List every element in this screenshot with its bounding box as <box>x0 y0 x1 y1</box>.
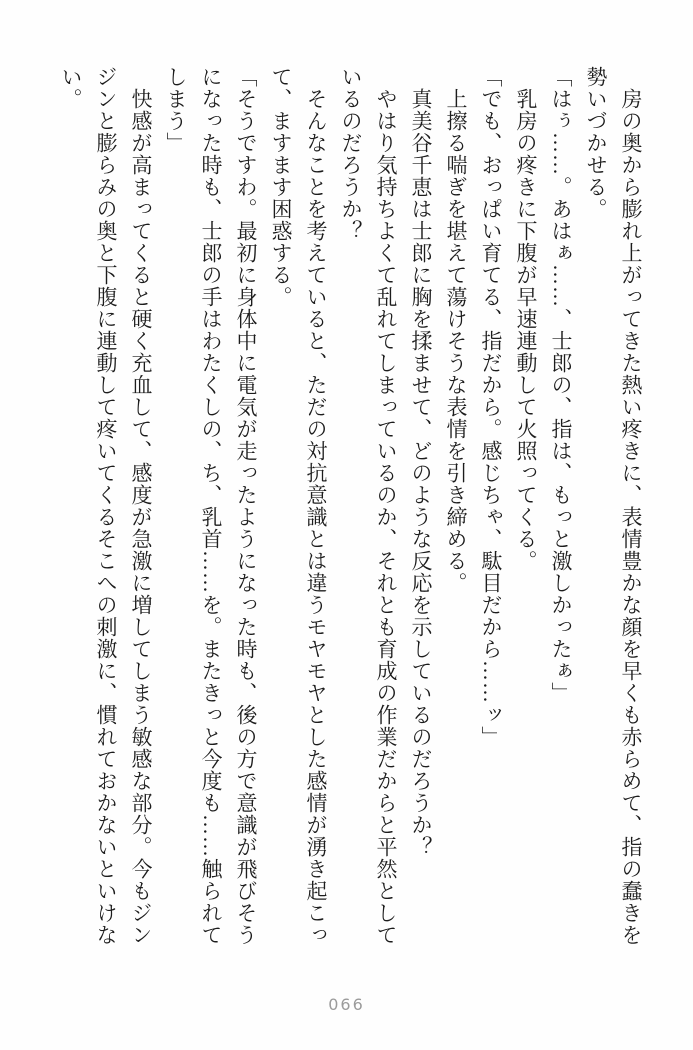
page-number: 066 <box>328 995 365 1014</box>
text-line: そんなことを考えていると、ただの対抗意識とは違うモヤモヤとした感情が湧き起こっ <box>304 88 328 946</box>
text-line: 快感が高まってくると硬く充血して、感度が急激に増してしまう敏感な部分。今もジン <box>129 88 153 946</box>
text-line: 「でも、おっぱい育てる、指だから。感じちゃ、駄目だから……ッ」 <box>479 66 503 748</box>
text-line: になった時も、士郎の手はわたくしの、ち、乳首……を。またきっと今度も……触られて <box>199 66 223 946</box>
text-line: 勢いづかせる。 <box>584 66 608 220</box>
text-line: 真美谷千恵は士郎に胸を揉ませて、どのような反応を示しているのだろうか？ <box>409 88 433 858</box>
text-line: しまう」 <box>164 66 188 154</box>
text-line: 上擦る喘ぎを堪えて蕩けそうな表情を引き締める。 <box>444 88 468 594</box>
text-line: 乳房の疼きに下腹が早速連動して火照ってくる。 <box>514 88 538 572</box>
text-line: ジンと膨らみの奥と下腹に連動して疼いてくるそこへの刺激に、慣れておかないといけな <box>94 66 118 946</box>
text-line: 「はぅ……。あはぁ……、士郎の、指は、もっと激しかったぁ」 <box>549 66 573 704</box>
text-line: いるのだろうか？ <box>339 66 363 242</box>
vertical-text-block <box>53 66 648 954</box>
text-line: やはり気持ちよくて乱れてしまっているのか、それとも育成の作業だからと平然として <box>374 88 398 946</box>
text-line: 房の奥から膨れ上がってきた熱い疼きに、表情豊かな顔を早くも赤らめて、指の蠢きを <box>619 88 643 946</box>
text-line: 「そうですわ。最初に身体中に電気が走ったようになった時も、後の方で意識が飛びそう <box>234 66 258 946</box>
text-line: て、ますます困惑する。 <box>269 66 293 308</box>
text-line: い。 <box>59 66 83 110</box>
